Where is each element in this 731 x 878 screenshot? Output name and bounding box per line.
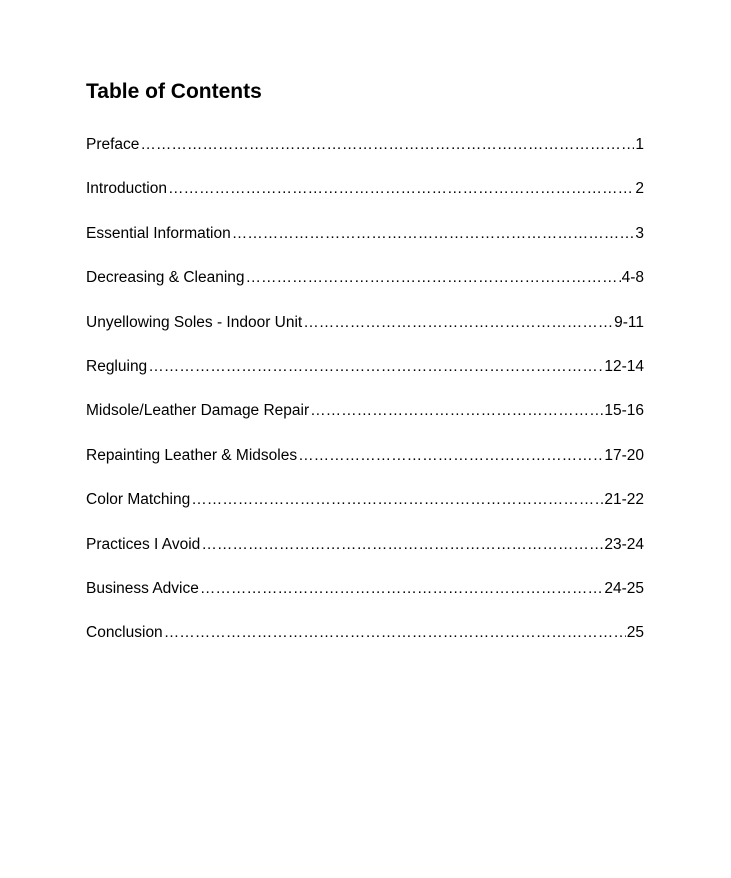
toc-entry-label: Business Advice bbox=[86, 579, 199, 597]
toc-dot-leader bbox=[303, 313, 613, 333]
toc-entry-label: Decreasing & Cleaning bbox=[86, 269, 245, 287]
toc-entry-page: 25 bbox=[626, 624, 644, 642]
toc-dot-leader bbox=[168, 179, 634, 199]
toc-entry-preface bbox=[86, 135, 644, 155]
toc-entry-essential-information bbox=[86, 224, 644, 244]
toc-entry-label: Introduction bbox=[86, 180, 167, 198]
toc-dot-leader bbox=[201, 535, 603, 555]
toc-entry-conclusion bbox=[86, 623, 644, 643]
toc-entry-page: 17-20 bbox=[604, 446, 644, 464]
toc-entry-label: Color Matching bbox=[86, 491, 191, 509]
toc-dot-leader bbox=[140, 135, 634, 155]
toc-entry-damage-repair bbox=[86, 401, 644, 421]
toc-entry-label: Regluing bbox=[86, 357, 148, 375]
toc-entry-page: 24-25 bbox=[604, 579, 644, 597]
toc-entry-page: 9-11 bbox=[614, 313, 644, 331]
toc-dot-leader bbox=[191, 490, 603, 510]
toc-dot-leader bbox=[232, 224, 635, 244]
toc-entry-page: 15-16 bbox=[604, 402, 644, 420]
toc-entry-page: 21-22 bbox=[604, 491, 644, 509]
toc-entry-unyellowing-soles bbox=[86, 313, 644, 333]
toc-list bbox=[86, 135, 644, 668]
toc-entry-decreasing-cleaning bbox=[86, 268, 644, 288]
toc-dot-leader bbox=[310, 401, 603, 421]
toc-entry-label: Conclusion bbox=[86, 624, 163, 642]
toc-entry-repainting bbox=[86, 446, 644, 466]
toc-dot-leader bbox=[298, 446, 603, 466]
toc-entry-page: 3 bbox=[635, 224, 644, 242]
toc-entry-practices-i-avoid bbox=[86, 535, 644, 555]
toc-dot-leader bbox=[164, 623, 626, 643]
toc-dot-leader bbox=[200, 579, 603, 599]
toc-title: Table of Contents bbox=[86, 80, 262, 103]
toc-entry-label: Midsole/Leather Damage Repair bbox=[86, 402, 310, 420]
toc-entry-label: Practices I Avoid bbox=[86, 535, 201, 553]
toc-entry-regluing bbox=[86, 357, 644, 377]
toc-entry-page: 2 bbox=[635, 180, 644, 198]
toc-entry-business-advice bbox=[86, 579, 644, 599]
toc-entry-label: Repainting Leather & Midsoles bbox=[86, 446, 298, 464]
toc-entry-label: Unyellowing Soles - Indoor Unit bbox=[86, 313, 303, 331]
toc-dot-leader bbox=[148, 357, 603, 377]
toc-entry-color-matching bbox=[86, 490, 644, 510]
toc-entry-label: Essential Information bbox=[86, 224, 231, 242]
toc-dot-leader bbox=[246, 268, 621, 288]
toc-entry-page: 1 bbox=[635, 136, 644, 153]
toc-entry-label: Preface bbox=[86, 136, 140, 153]
toc-entry-page: 12-14 bbox=[604, 357, 644, 375]
toc-entry-page: 23-24 bbox=[604, 535, 644, 553]
toc-entry-page: 4-8 bbox=[621, 269, 644, 287]
toc-entry-introduction bbox=[86, 179, 644, 199]
